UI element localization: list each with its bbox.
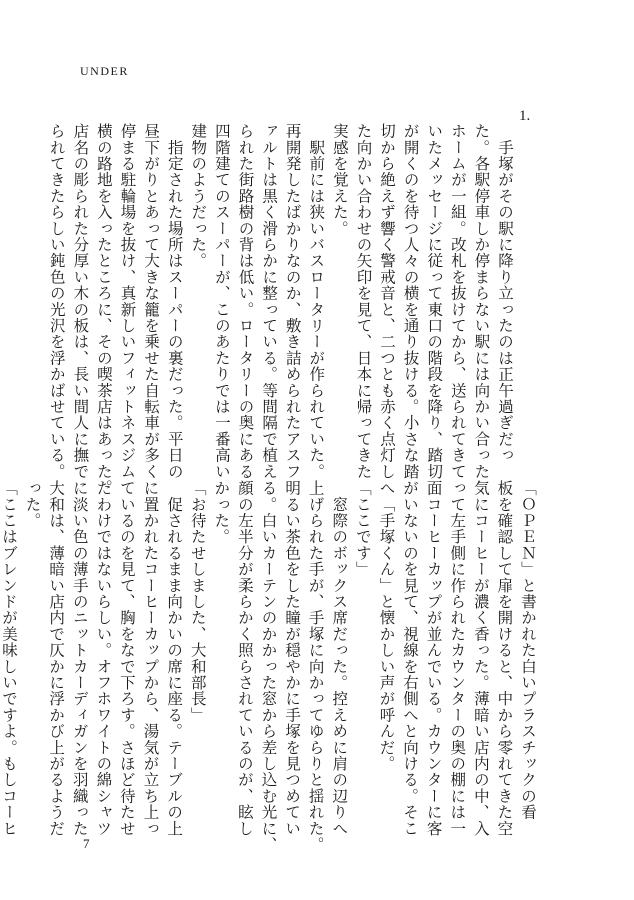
text-line: った。 (23, 480, 42, 529)
text-line: ているのを見て、胸をなで下ろす。さほど待たせ (117, 480, 136, 837)
text-line: 「ＯＰＥＮ」と書かれた白いプラスチックの看 (519, 480, 537, 821)
text-line: 停まる駐輪場を抜け、真新しいフィットネスジム (118, 123, 137, 480)
text-line: 促されるまま向かいの席に座る。テーブルの上 (165, 480, 184, 837)
text-line: た。各駅停車しか停まらない駅には向かい合った (472, 123, 491, 480)
text-line: 駅前には狭いバスロータリーが作られていた。 (307, 123, 326, 480)
text-line: 切から絶えず響く警戒音と、二つとも赤く点灯し (378, 123, 397, 480)
text-line: 面コーヒーカップが並んでいる。カウンターに客 (424, 480, 443, 837)
text-line: 板を確認して扉を開けると、中から零れてきた空 (495, 480, 514, 837)
text-line: 「ここです」 (353, 480, 372, 578)
text-line: ホームが一組。改札を抜けてから、送られてきて (448, 123, 467, 480)
text-line: が開くのを待つ人々の横を通り抜ける。小さな踏 (401, 123, 420, 480)
text-line: 指定された場所はスーパーの裏だった。平日の (165, 123, 184, 480)
text-line: 手塚がその駅に降り立ったのは正午過ぎだっ (496, 123, 514, 464)
text-line: 「ここはブレンドが美味しいですよ。もしコーヒ (0, 480, 18, 837)
text-line: られてきたらしい鈍色の光沢を浮かばせている。 (47, 123, 66, 480)
text-line: 実感を覚えた。 (330, 123, 349, 237)
text-line: た向かい合わせの矢印を見て、日本に帰ってきた (354, 123, 373, 480)
text-line: がいないのを見て、視線を右側へと向ける。そこ (401, 480, 420, 837)
text-line: る。白いカーテンのかかった窓から差し込む光に、 (259, 480, 278, 853)
text-line: に置かれたコーヒーカップから、湯気が立ち上っ (141, 480, 160, 837)
text-line: 大和は、薄暗い店内で仄かに浮かび上がるようだ (47, 480, 66, 837)
text-line: 横の路地を入ったところに、その喫茶店はあった。 (94, 123, 113, 496)
text-line: 顔の左半分が柔らかく照らされているのが、眩し (235, 480, 254, 837)
text-line: へ「手塚くん」と懐かしい声が呼んだ。 (377, 480, 396, 772)
text-line: 四階建てのスーパーが、このあたりでは一番高い (212, 123, 231, 480)
text-line: 窓際のボックス席だった。控えめに肩の辺りへ (330, 480, 349, 837)
text-line: って左手側に作られたカウンターの奥の棚には一 (448, 480, 467, 837)
text-line: られた街路樹の背は低い。ロータリーの奥にある (236, 123, 255, 480)
text-line: に淡い色の薄手のニットカーディガンを羽織った (70, 480, 89, 837)
page-number: 7 (83, 836, 90, 851)
text-line: たわけではないらしい。オフホワイトの綿シャツ (94, 480, 113, 837)
text-line: ァルトは黒く滑らかに整っている。等間隔で植え (260, 123, 279, 480)
upper-text-block (44, 123, 516, 496)
text-line: 「お待たせしました、大和部長」 (188, 480, 207, 723)
text-line: 気にコーヒーが濃く香った。薄暗い店内の中、入 (471, 480, 490, 837)
text-line: 明るい茶色をした瞳が穏やかに手塚を見つめてい (283, 480, 302, 837)
running-header: UNDER (80, 64, 129, 78)
text-line: かった。 (212, 480, 231, 545)
chapter-number: 1. (519, 108, 531, 124)
text-line: 昼下がりとあって大きな籠を乗せた自転車が多く (142, 123, 161, 480)
text-line: 上げられた手が、手塚に向かってゆらりと揺れた。 (306, 480, 325, 853)
text-line: 店名の彫られた分厚い木の板は、長い間人に撫で (71, 123, 90, 480)
lower-text-block (0, 480, 539, 853)
text-line: 建物のようだった。 (189, 123, 208, 269)
text-line: いたメッセージに従って東口の階段を降り、踏切 (425, 123, 444, 480)
text-line: 再開発したばかりなのか、敷き詰められたアスフ (283, 123, 302, 480)
